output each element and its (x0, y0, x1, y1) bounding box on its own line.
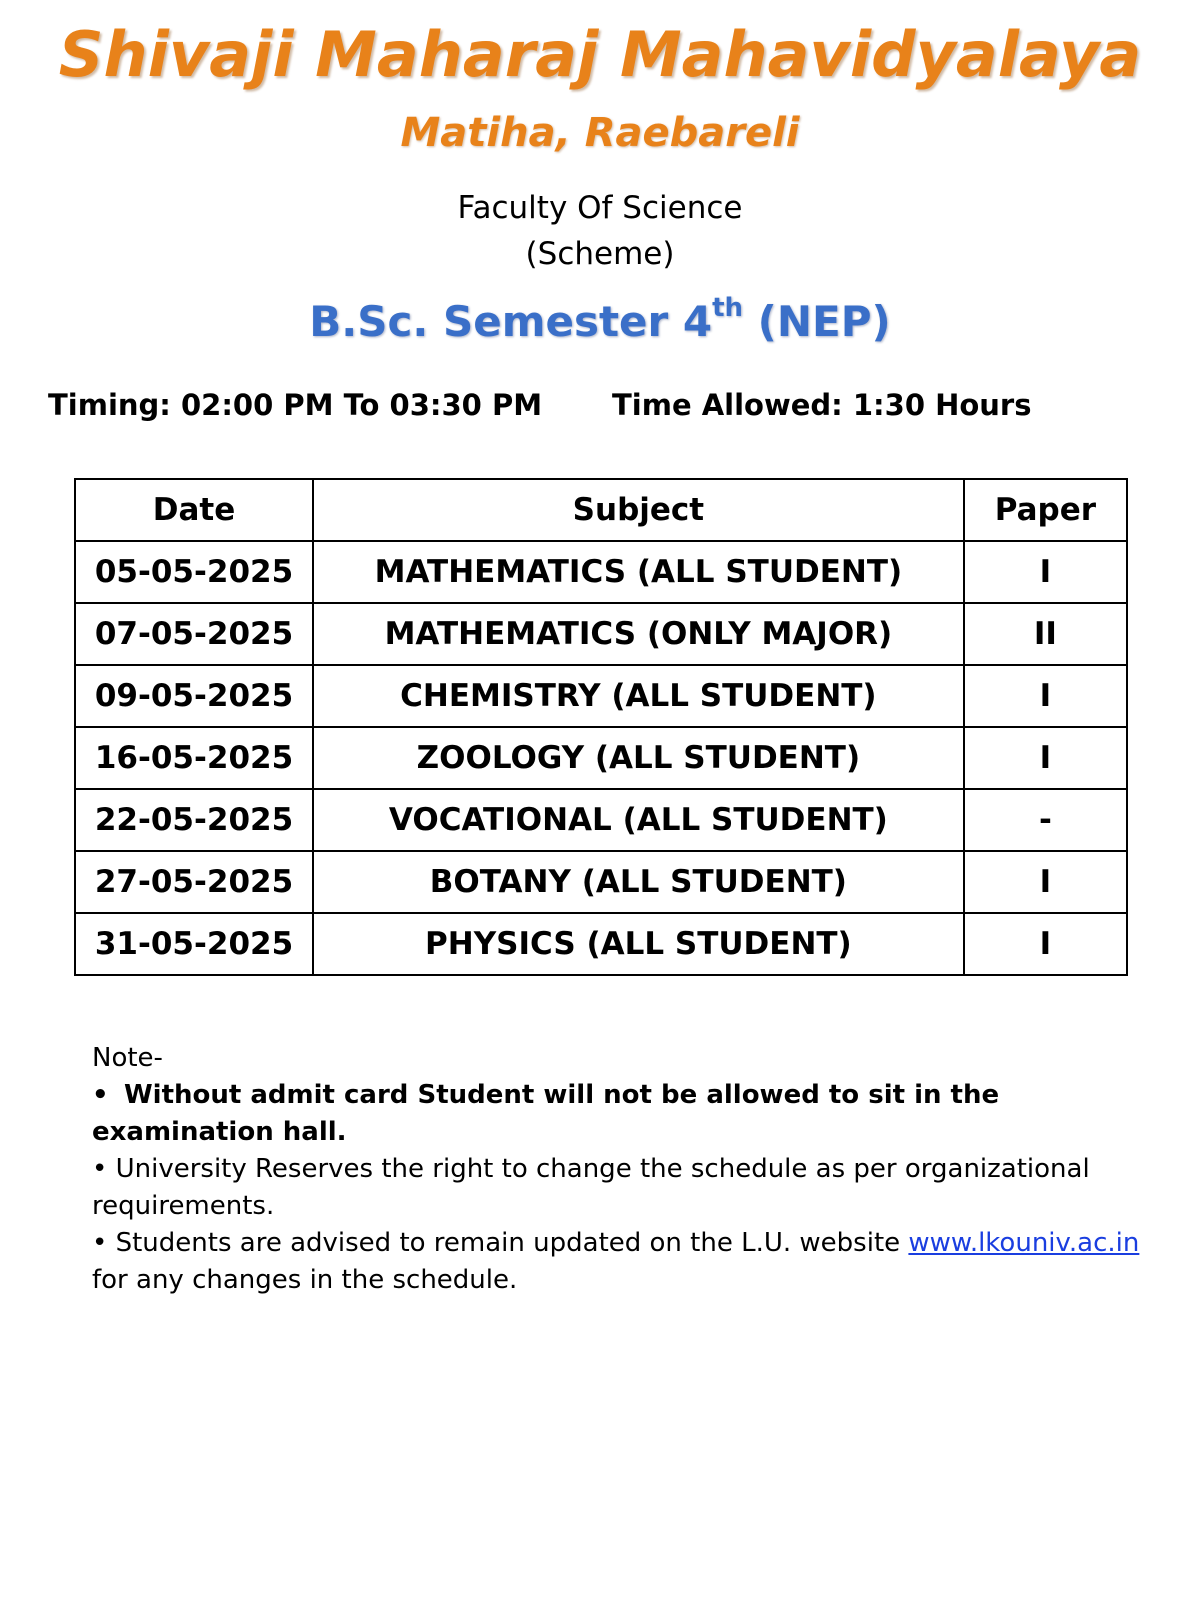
note-website-text-before: Students are advised to remain updated on the L.U. website (115, 1228, 909, 1258)
note-website (92, 1225, 1152, 1299)
college-name: Shivaji Maharaj Mahavidyalaya (58, 18, 1142, 91)
cell-date: 09-05-2025 (75, 665, 313, 727)
cell-paper: I (964, 727, 1127, 789)
notes-section (92, 1040, 1152, 1299)
cell-date: 22-05-2025 (75, 789, 313, 851)
cell-paper: I (964, 541, 1127, 603)
note-schedule-change (92, 1151, 1152, 1225)
cell-subject: VOCATIONAL (ALL STUDENT) (313, 789, 964, 851)
cell-subject: BOTANY (ALL STUDENT) (313, 851, 964, 913)
cell-paper: - (964, 789, 1127, 851)
course-title (0, 293, 1200, 346)
course-main: B.Sc. Semester 4 (309, 297, 713, 346)
cell-paper: I (964, 665, 1127, 727)
header-date: Date (75, 479, 313, 541)
note-admit-card-text: Without admit card Student will not be allowed to sit in the examination hall. (92, 1080, 1000, 1147)
bullet-icon: • (92, 1228, 108, 1258)
cell-paper: I (964, 913, 1127, 975)
cell-date: 07-05-2025 (75, 603, 313, 665)
cell-date: 16-05-2025 (75, 727, 313, 789)
header-subject: Subject (313, 479, 964, 541)
table-header-row (75, 479, 1127, 541)
table-row (75, 789, 1127, 851)
cell-paper: I (964, 851, 1127, 913)
table-row (75, 541, 1127, 603)
cell-date: 27-05-2025 (75, 851, 313, 913)
table-row (75, 665, 1127, 727)
course-suffix: (NEP) (743, 297, 891, 346)
exam-timing: Timing: 02:00 PM To 03:30 PM (48, 388, 543, 422)
bullet-icon: • (92, 1154, 108, 1184)
cell-paper: II (964, 603, 1127, 665)
exam-schedule-table (74, 478, 1128, 976)
course-ordinal: th (712, 293, 744, 323)
bullet-icon: • (92, 1080, 109, 1110)
note-admit-card (92, 1077, 1152, 1151)
college-location: Matiha, Raebareli (400, 110, 800, 156)
cell-subject: CHEMISTRY (ALL STUDENT) (313, 665, 964, 727)
table-row (75, 603, 1127, 665)
cell-subject: MATHEMATICS (ALL STUDENT) (313, 541, 964, 603)
cell-subject: PHYSICS (ALL STUDENT) (313, 913, 964, 975)
faculty-name: Faculty Of Science (457, 190, 743, 226)
time-allowed: Time Allowed: 1:30 Hours (612, 388, 1032, 422)
university-website-link[interactable]: www.lkouniv.ac.in (908, 1228, 1140, 1258)
scheme-label: (Scheme) (525, 236, 675, 272)
notes-heading: Note- (92, 1043, 163, 1073)
cell-subject: MATHEMATICS (ONLY MAJOR) (313, 603, 964, 665)
note-website-text-after: for any changes in the schedule. (92, 1265, 518, 1295)
table-row (75, 851, 1127, 913)
header-paper: Paper (964, 479, 1127, 541)
cell-date: 05-05-2025 (75, 541, 313, 603)
table-row (75, 913, 1127, 975)
cell-date: 31-05-2025 (75, 913, 313, 975)
note-schedule-change-text: University Reserves the right to change the schedule as per organizational requirements. (92, 1154, 1090, 1221)
cell-subject: ZOOLOGY (ALL STUDENT) (313, 727, 964, 789)
faculty-block (0, 185, 1200, 277)
table-row (75, 727, 1127, 789)
